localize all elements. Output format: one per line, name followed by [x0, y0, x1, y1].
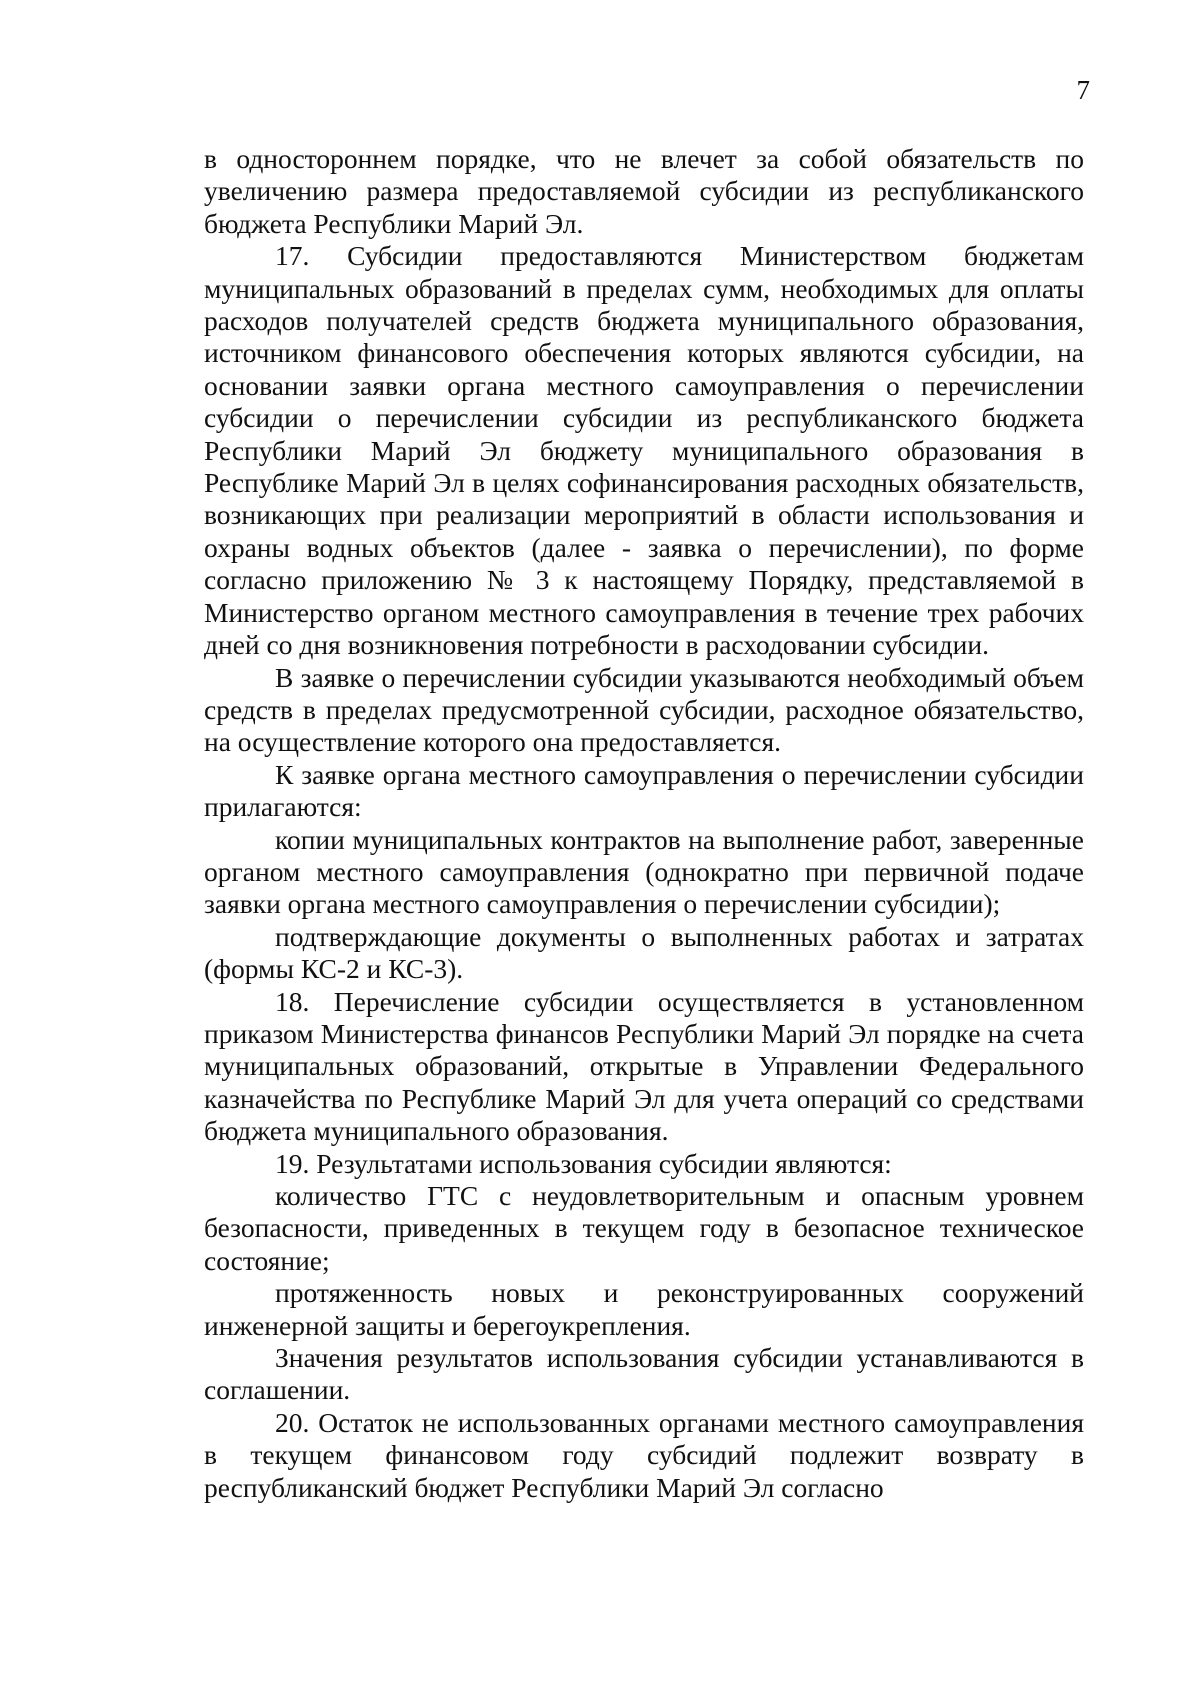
paragraph: количество ГТС с неудовлетворительным и опасным уровнем безопасности, приведенных в текущем году в безопасное техническое состояние; [204, 1180, 1084, 1276]
paragraph: копии муниципальных контрактов на выполнение работ, заверенные органом местного самоуправления (однократно при первичной подаче заявки органа местного самоуправления о перечислении субсидии); [204, 823, 1084, 920]
paragraph: в одностороннем порядке, что не влечет за собой обязательств по увеличению размера предоставляемой субсидии из республиканского бюджета Республики Марий Эл. [204, 143, 1084, 239]
paragraph: 17. Субсидии предоставляются Министерством бюджетам муниципальных образований в пределах сумм, необходимых для оплаты расходов получателей средств бюджета муниципального образования, источником финансового обеспечения которых являются субсидии, на основании заявки органа местного самоуправления о перечислении субсидии о перечислении субсидии из республиканского бюджета Республики Марий Эл бюджету муниципального образования в Республике Марий Эл в целях софинансирования расходных обязательств, возникающих при реализации мероприятий в области использования и охраны водных объектов (далее - заявка о перечислении), по форме согласно приложению № 3 к настоящему Порядку, представляемой в Министерство органом местного самоуправления в течение трех рабочих дней со дня возникновения потребности в расходовании субсидии. [204, 240, 1084, 661]
page-number: 7 [1076, 75, 1090, 105]
paragraph: В заявке о перечислении субсидии указываются необходимый объем средств в пределах предусмотренной субсидии, расходное обязательство, на осуществление которого она предоставляется. [204, 661, 1084, 758]
paragraph: протяженность новых и реконструированных сооружений инженерной защиты и берегоукрепления. [204, 1277, 1084, 1341]
paragraph: К заявке органа местного самоуправления о перечислении субсидии прилагаются: [204, 758, 1084, 823]
document-body [204, 143, 1084, 1504]
paragraph: 20. Остаток не использованных органами местного самоуправления в текущем финансовом году субсидий подлежит возврату в республиканский бюджет Республики Марий Эл согласно [204, 1406, 1084, 1503]
paragraph: Значения результатов использования субсидии устанавливаются в соглашении. [204, 1342, 1084, 1406]
paragraph: подтверждающие документы о выполненных работах и затратах (формы КС-2 и КС-3). [204, 920, 1084, 985]
paragraph: 18. Перечисление субсидии осуществляется в установленном приказом Министерства финансов Республики Марий Эл порядке на счета муниципальных образований, открытые в Управлении Федерального казначейства по Республике Марий Эл для учета операций со средствами бюджета муниципального образования. [204, 985, 1084, 1147]
paragraph: 19. Результатами использования субсидии являются: [275, 1147, 892, 1179]
